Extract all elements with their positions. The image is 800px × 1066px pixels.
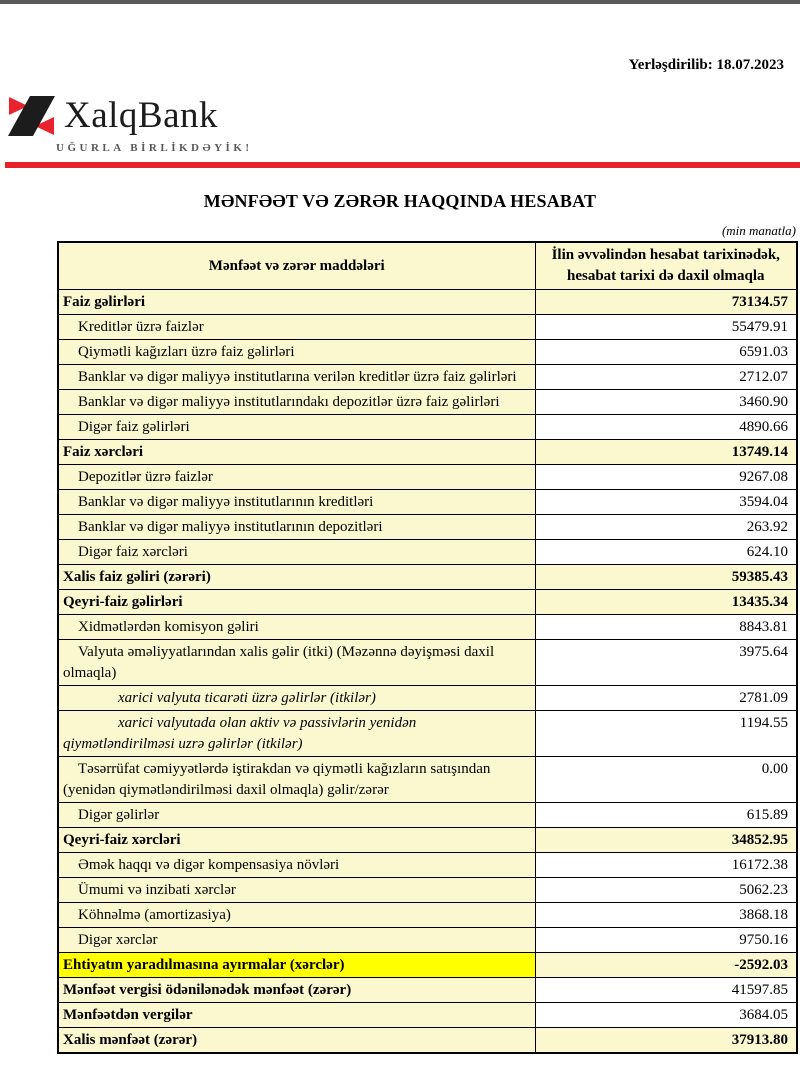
row-label: Köhnəlmə (amortizasiya) [58, 903, 535, 928]
table-row [58, 365, 797, 390]
bank-name: XalqBank [64, 95, 219, 136]
pnl-table-body [58, 290, 797, 1054]
pnl-table [57, 241, 798, 1054]
row-label: Digər faiz gəlirləri [58, 415, 535, 440]
table-row [58, 390, 797, 415]
row-value: 59385.43 [535, 565, 797, 590]
row-value: 37913.80 [535, 1028, 797, 1054]
table-row [58, 903, 797, 928]
table-row [58, 640, 797, 686]
row-value: 13749.14 [535, 440, 797, 465]
table-row [58, 590, 797, 615]
row-value: 8843.81 [535, 615, 797, 640]
row-label: Faiz xərcləri [58, 440, 535, 465]
table-row [58, 853, 797, 878]
report-title: MƏNFƏƏT VƏ ZƏRƏR HAQQINDA HESABAT [203, 191, 597, 211]
table-row [58, 757, 797, 803]
row-value: 615.89 [535, 803, 797, 828]
row-value: 263.92 [535, 515, 797, 540]
row-value: 1194.55 [535, 711, 797, 757]
unit-note: (min manatla) [721, 223, 796, 238]
table-row [58, 615, 797, 640]
row-label: Digər faiz xərcləri [58, 540, 535, 565]
table-row [58, 878, 797, 903]
table-header-row [58, 242, 797, 290]
row-label: Təsərrüfat cəmiyyətlərdə iştirakdan və qiymətli kağızların satışından (yenidən qiymətləndirilməsi daxil olmaqla) gəlir/zərər [58, 757, 535, 803]
row-label: Depozitlər üzrə faizlər [58, 465, 535, 490]
row-value: 55479.91 [535, 315, 797, 340]
row-value: -2592.03 [535, 953, 797, 978]
table-row [58, 1003, 797, 1028]
row-label: Ümumi və inzibati xərclər [58, 878, 535, 903]
row-label: Xalis mənfəət (zərər) [58, 1028, 535, 1054]
row-label: Faiz gəlirləri [58, 290, 535, 315]
row-value: 73134.57 [535, 290, 797, 315]
row-label: Banklar və digər maliyyə institutlarının kreditləri [58, 490, 535, 515]
row-label: Digər gəlirlər [58, 803, 535, 828]
table-row [58, 340, 797, 365]
row-value: 41597.85 [535, 978, 797, 1003]
row-value: 4890.66 [535, 415, 797, 440]
row-label: Banklar və digər maliyyə institutlarındakı depozitlər üzrə faiz gəlirləri [58, 390, 535, 415]
row-label: Digər xərclər [58, 928, 535, 953]
row-label: Qeyri-faiz xərcləri [58, 828, 535, 853]
row-value: 6591.03 [535, 340, 797, 365]
table-row [58, 315, 797, 340]
row-label: Mənfəətdən vergilər [58, 1003, 535, 1028]
row-label: Banklar və digər maliyyə institutlarına verilən kreditlər üzrə faiz gəlirləri [58, 365, 535, 390]
row-value: 2781.09 [535, 686, 797, 711]
row-value: 34852.95 [535, 828, 797, 853]
published-date: Yerləşdirilib: 18.07.2023 [628, 57, 784, 73]
row-value: 3594.04 [535, 490, 797, 515]
row-value: 3684.05 [535, 1003, 797, 1028]
table-row [58, 711, 797, 757]
row-label: xarici valyuta ticarəti üzrə gəlirlər (itkilər) [58, 686, 535, 711]
table-row [58, 803, 797, 828]
row-label: xarici valyutada olan aktiv və passivlərin yenidən qiymətləndirilməsi uzrə gəlirlər (itkilər) [58, 711, 535, 757]
table-row [58, 953, 797, 978]
table-row [58, 928, 797, 953]
row-label: Qeyri-faiz gəlirləri [58, 590, 535, 615]
row-label: Əmək haqqı və digər kompensasiya növləri [58, 853, 535, 878]
row-value: 3460.90 [535, 390, 797, 415]
table-row [58, 978, 797, 1003]
table-row [58, 490, 797, 515]
column-header-items: Mənfəət və zərər maddələri [58, 242, 535, 290]
row-label: Mənfəət vergisi ödənilənədək mənfəət (zərər) [58, 978, 535, 1003]
table-row [58, 686, 797, 711]
row-value: 9267.08 [535, 465, 797, 490]
table-row [58, 465, 797, 490]
row-label: Qiymətli kağızları üzrə faiz gəlirləri [58, 340, 535, 365]
row-label: Valyuta əməliyyatlarından xalis gəlir (itki) (Məzənnə dəyişməsi daxil olmaqla) [58, 640, 535, 686]
table-row [58, 415, 797, 440]
row-value: 3868.18 [535, 903, 797, 928]
table-row [58, 828, 797, 853]
table-row [58, 515, 797, 540]
brand-red-divider [5, 162, 800, 168]
row-value: 16172.38 [535, 853, 797, 878]
table-row [58, 540, 797, 565]
row-label: Xidmətlərdən komisyon gəliri [58, 615, 535, 640]
table-row [58, 440, 797, 465]
row-label: Kreditlər üzrə faizlər [58, 315, 535, 340]
table-row [58, 290, 797, 315]
row-label: Xalis faiz gəliri (zərəri) [58, 565, 535, 590]
row-value: 13435.34 [535, 590, 797, 615]
row-value: 5062.23 [535, 878, 797, 903]
row-label: Ehtiyatın yaradılmasına ayırmalar (xərclər) [58, 953, 535, 978]
row-value: 624.10 [535, 540, 797, 565]
column-header-period: İlin əvvəlindən hesabat tarixinədək, hesabat tarixi də daxil olmaqla [535, 242, 797, 290]
xalqbank-x-monogram-icon [8, 96, 55, 136]
bank-logo [8, 96, 800, 154]
row-value: 9750.16 [535, 928, 797, 953]
row-value: 3975.64 [535, 640, 797, 686]
row-value: 0.00 [535, 757, 797, 803]
table-row [58, 1028, 797, 1054]
row-label: Banklar və digər maliyyə institutlarının depozitləri [58, 515, 535, 540]
table-row [58, 565, 797, 590]
row-value: 2712.07 [535, 365, 797, 390]
bank-tagline: UĞURLA BİRLİKDƏYİK! [56, 142, 253, 154]
